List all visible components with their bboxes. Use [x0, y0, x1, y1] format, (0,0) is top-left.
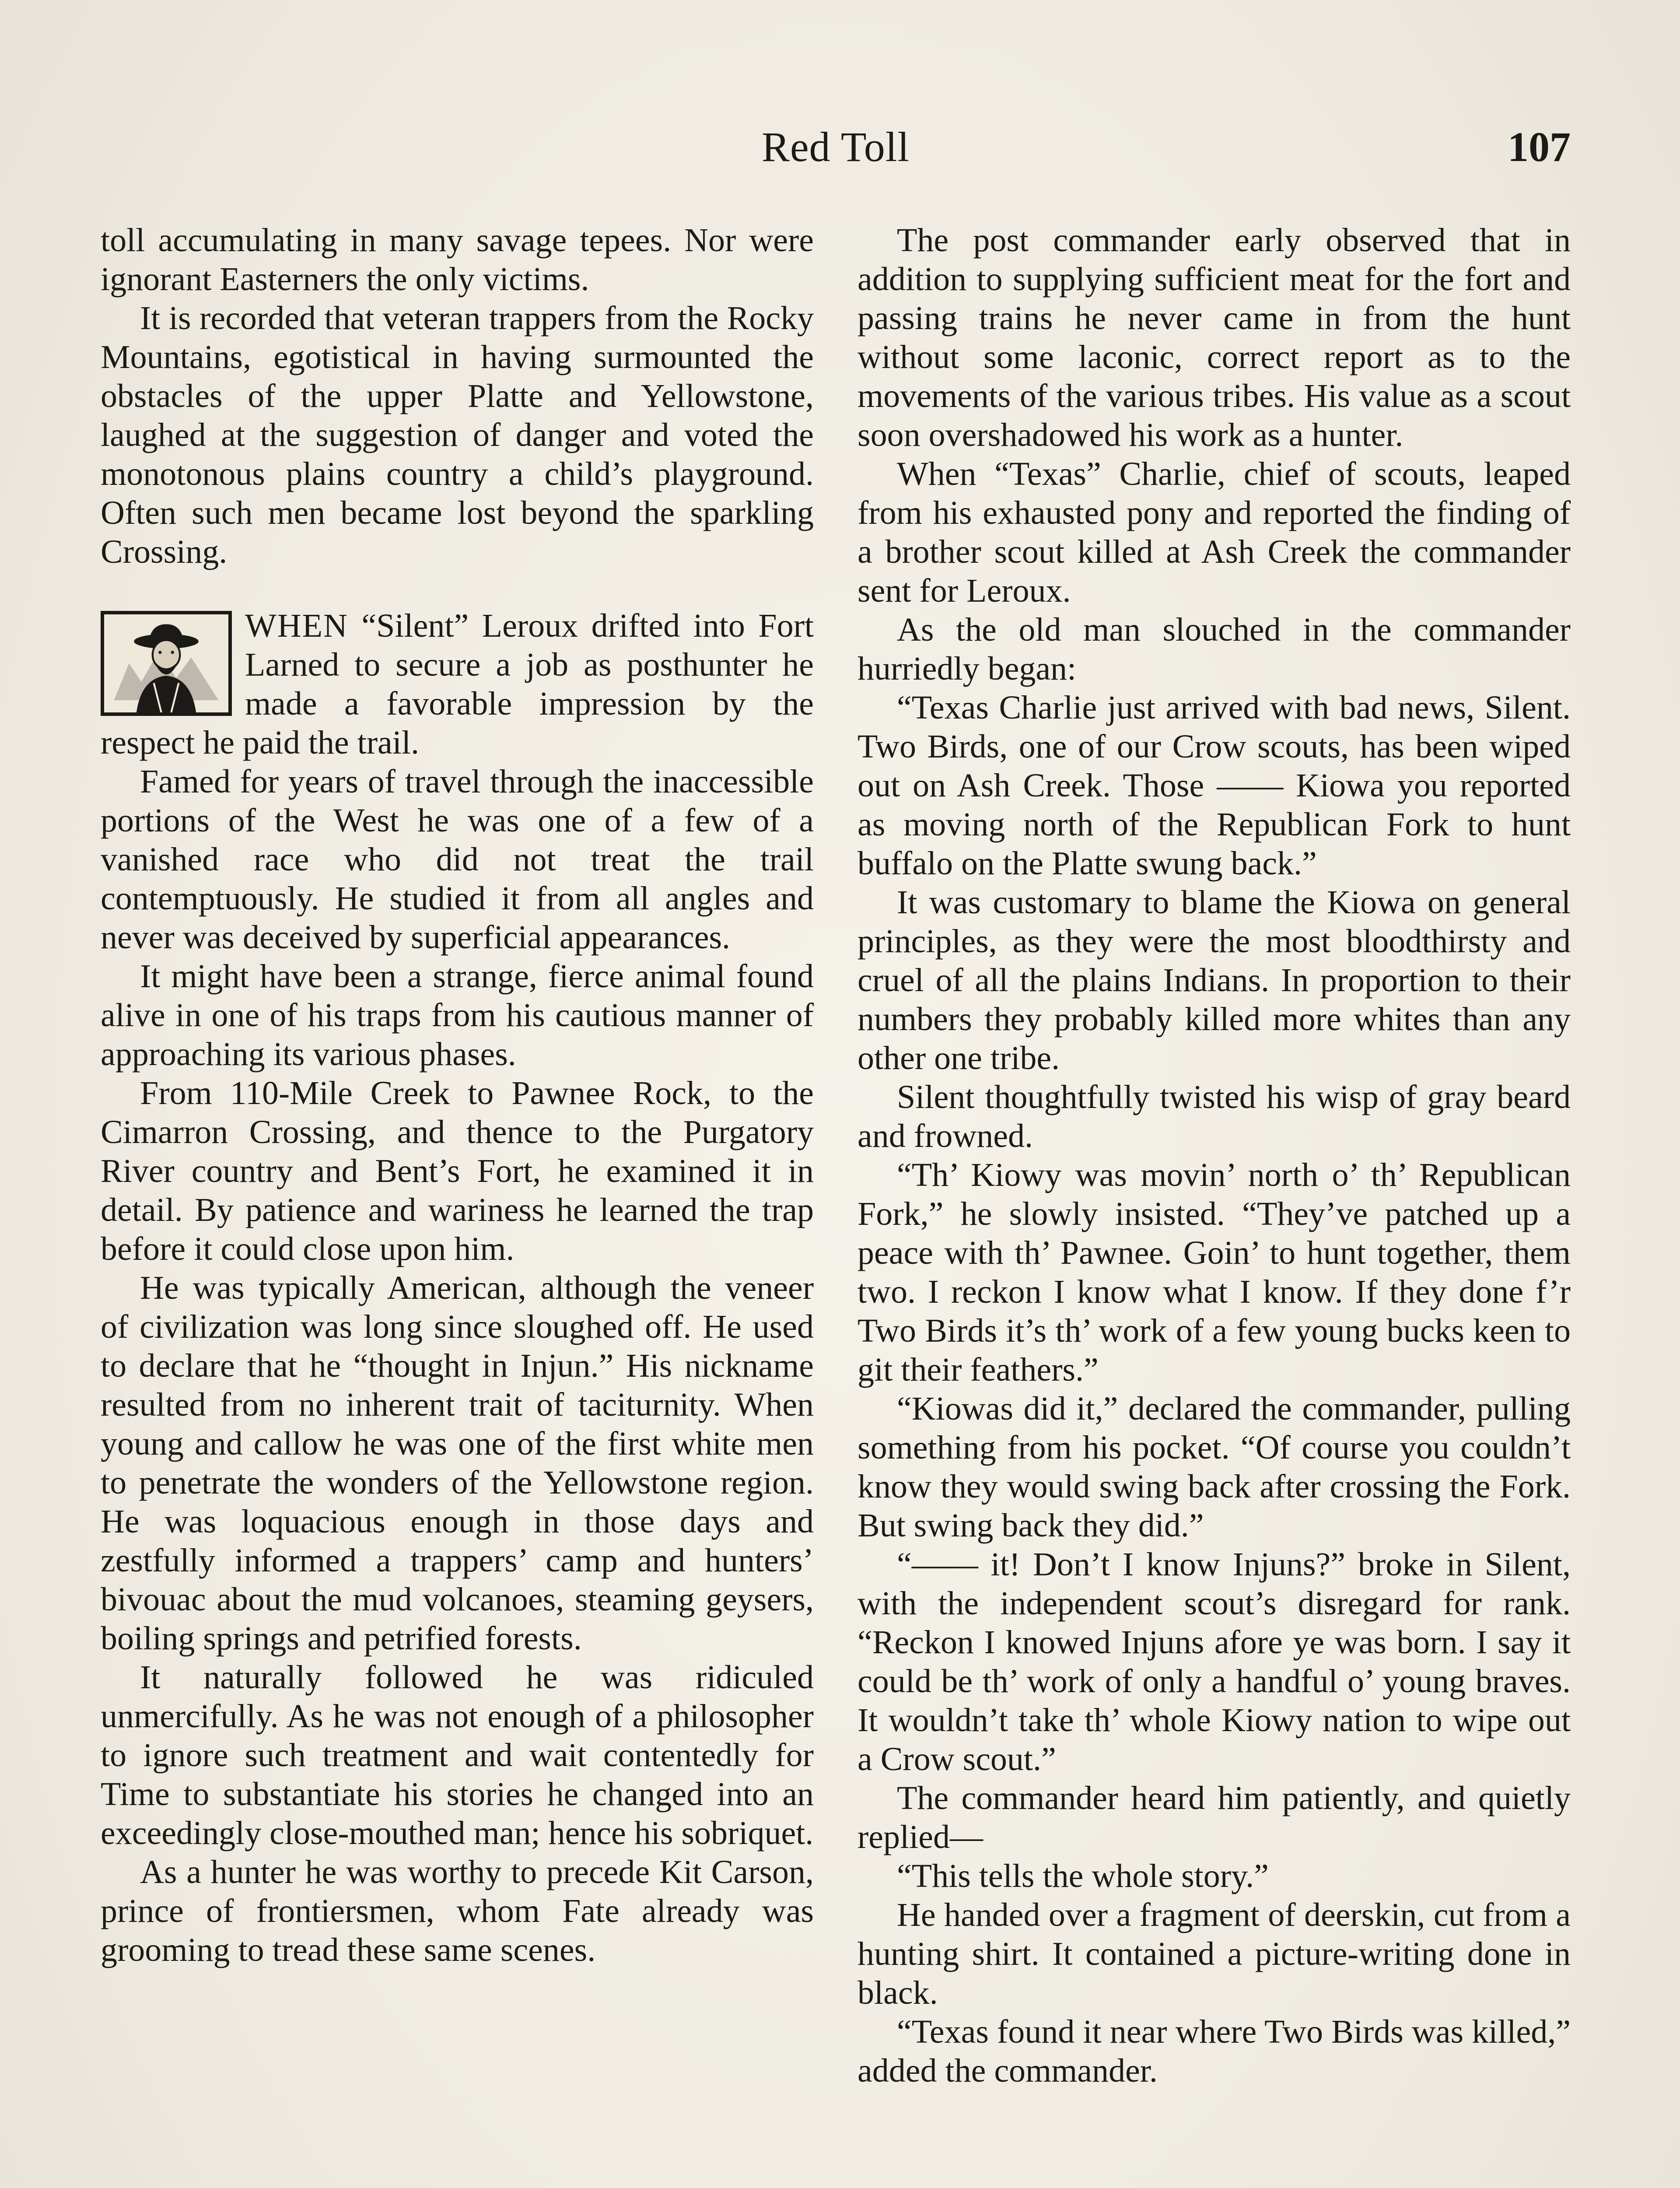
- left-paragraph-9: As a hunter he was worthy to precede Kit Carson, prince of frontiersmen, whom Fate already was grooming to tread these same scenes.: [101, 1854, 814, 1968]
- frontiersman-portrait-icon: [101, 611, 232, 716]
- right-paragraph-2: When “Texas” Charlie, chief of scouts, leaped from his exhausted pony and reported the finding of a brother scout killed at Ash Creek the commander sent for Leroux.: [858, 456, 1571, 609]
- right-paragraph-4: “Texas Charlie just arrived with bad news, Silent. Two Birds, one of our Crow scouts, has been wiped out on Ash Creek. Those —— Kiowa you reported as moving north of the Republican Fork to hunt buffalo on the Platte swung back.”: [858, 689, 1571, 882]
- left-paragraph-4: Famed for years of travel through the inaccessible portions of the West he was one of a few of a vanished race who did not treat the trail contemptuously. He studied it from all angles and never was deceived by superficial appearances.: [101, 763, 814, 956]
- right-paragraph-11: “This tells the whole story.”: [897, 1858, 1269, 1894]
- left-paragraph-1: toll accumulating in many savage tepees. Nor were ignorant Easterners the only victims.: [101, 222, 814, 298]
- page-header: [101, 123, 1571, 179]
- left-paragraph-8: It naturally followed he was ridiculed unmercifully. As he was not enough of a philosopher to ignore such treatment and wait contentedly for Time to substantiate his stories he changed into an exceedingly close-mouthed man; hence his sobriquet.: [101, 1659, 814, 1851]
- right-paragraph-8: “Kiowas did it,” declared the commander, pulling something from his pocket. “Of course you couldn’t know they would swing back after crossing the Fork. But swing back they did.”: [858, 1390, 1571, 1544]
- right-column: [858, 221, 1571, 2090]
- running-title: Red Toll: [761, 123, 910, 170]
- right-paragraph-9: “—— it! Don’t I know Injuns?” broke in Silent, with the independent scout’s disregard for rank. “Reckon I knowed Injuns afore ye was born. I say it could be th’ work of only a handful o’ young braves. It wouldn’t take th’ whole Kiowy nation to wipe out a Crow scout.”: [858, 1546, 1571, 1778]
- left-paragraph-2: It is recorded that veteran trappers from the Rocky Mountains, egotistical in having surmounted the obstacles of the upper Platte and Yellowstone, laughed at the suggestion of danger and voted the monotonous plains country a child’s playground. Often such men became lost beyond the sparkling Crossing.: [101, 300, 814, 570]
- right-paragraph-12: He handed over a fragment of deerskin, cut from a hunting shirt. It contained a picture-writing done in black.: [858, 1897, 1571, 2011]
- left-paragraph-6: From 110-Mile Creek to Pawnee Rock, to the Cimarron Crossing, and thence to the Purgatory River country and Bent’s Fort, he examined it in detail. By patience and wariness he learned the trap before it could close upon him.: [101, 1075, 814, 1267]
- right-paragraph-6: Silent thoughtfully twisted his wisp of gray beard and frowned.: [858, 1079, 1571, 1154]
- page-number: 107: [1508, 123, 1571, 170]
- right-paragraph-1: The post commander early observed that in addition to supplying sufficient meat for the fort and passing trains he never came in from the hunt without some laconic, correct report as to the movements of the various tribes. His value as a scout soon overshadowed his work as a hunter.: [858, 222, 1571, 453]
- left-paragraph-3-text: “Silent” Leroux drifted into Fort Larned to secure a job as posthunter he made a favorable impression by the respect he paid the trail.: [101, 607, 814, 761]
- left-column: [101, 221, 814, 1970]
- left-paragraph-5: It might have been a strange, fierce animal found alive in one of his traps from his cautious manner of approaching its various phases.: [101, 958, 814, 1073]
- drop-lead-word: WHEN: [245, 607, 348, 644]
- right-paragraph-3: As the old man slouched in the commander hurriedly began:: [858, 611, 1571, 687]
- right-paragraph-10: The commander heard him patiently, and quietly replied—: [858, 1780, 1571, 1855]
- right-paragraph-7: “Th’ Kiowy was movin’ north o’ th’ Republican Fork,” he slowly insisted. “They’ve patched up a peace with th’ Pawnee. Goin’ to hunt together, them two. I reckon I know what I know. If they done f’r Two Birds it’s th’ work of a few young bucks keen to git their feathers.”: [858, 1157, 1571, 1388]
- right-paragraph-5: It was customary to blame the Kiowa on general principles, as they were the most bloodthirsty and cruel of all the plains Indians. In proportion to their numbers they probably killed more whites than any other one tribe.: [858, 884, 1571, 1076]
- left-paragraph-7: He was typically American, although the veneer of civilization was long since sloughed off. He used to declare that he “thought in Injun.” His nickname resulted from no inherent trait of taciturnity. When young and callow he was one of the first white men to penetrate the wonders of the Yellowstone region. He was loquacious enough in those days and zestfully informed a trappers’ camp and hunters’ bivouac about the mud volcanoes, steaming geysers, boiling springs and petrified forests.: [101, 1269, 814, 1657]
- left-paragraph-3: [101, 607, 814, 762]
- right-paragraph-13: “Texas found it near where Two Birds was killed,” added the commander.: [858, 2013, 1571, 2089]
